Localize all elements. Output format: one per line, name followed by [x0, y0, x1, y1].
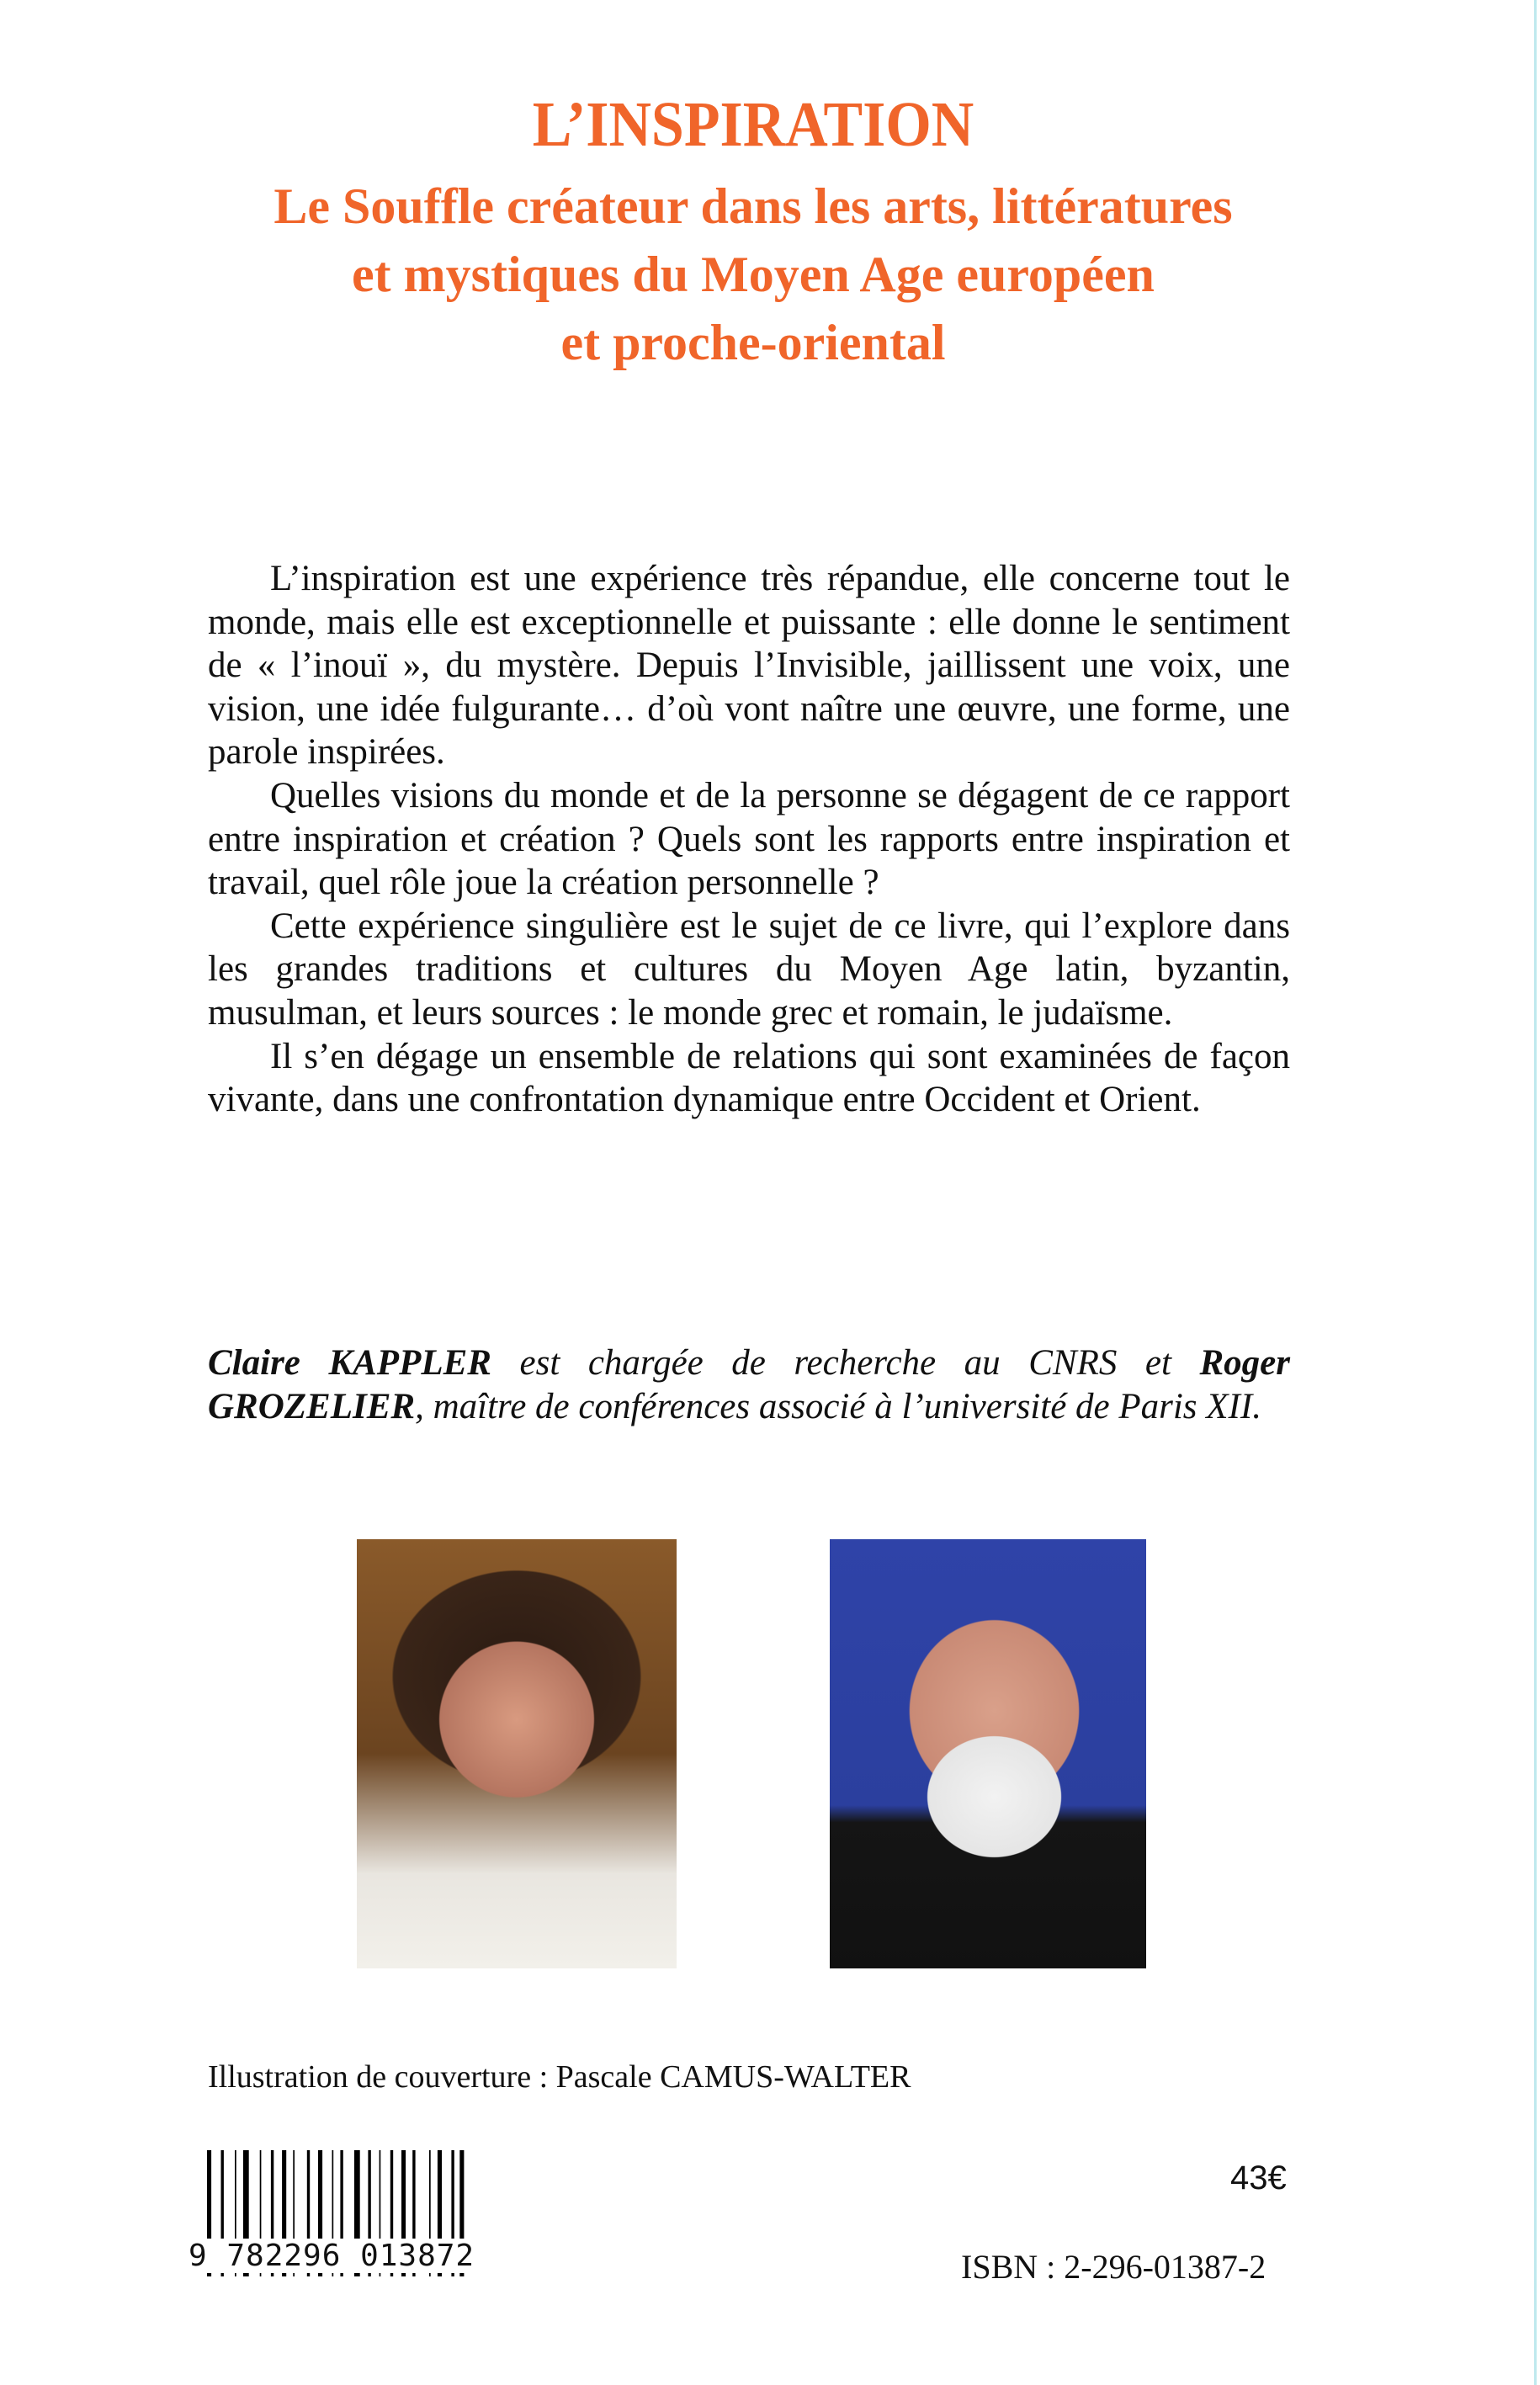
author-photo-kappler	[357, 1539, 677, 1968]
barcode-number: 9 782296 013872	[189, 2239, 475, 2273]
author-name: Roger GROZELIER	[208, 1343, 1290, 1426]
blurb-paragraph: L’inspiration est une expérience très répandue, elle concerne tout le monde, mais elle est exceptionnelle et puissante : elle donne le sentiment de « l’inouï », du mystère. Depuis l’Invisible, jaillissent une voix, une vision, une idée fulgurante… d’où vont naître une œuvre, une forme, une parole inspirées.	[208, 559, 1290, 773]
blurb	[208, 557, 1290, 1122]
subtitle-line: Le Souffle créateur dans les arts, littératures	[273, 178, 1233, 234]
author-bio-text: , maître de conférences associé à l’université de Paris XII.	[415, 1387, 1261, 1426]
price: 43€	[1230, 2159, 1287, 2196]
author-photo-grozelier	[830, 1539, 1146, 1968]
author-name: Claire KAPPLER	[208, 1343, 491, 1383]
subtitle-line: et mystiques du Moyen Age européen	[352, 247, 1155, 302]
subtitle-line: et proche-oriental	[560, 315, 946, 370]
cover-illustration-credit: Illustration de couverture : Pascale CAMUS-WALTER	[208, 2059, 911, 2095]
book-subtitle	[0, 173, 1506, 377]
blurb-paragraph: Il s’en dégage un ensemble de relations qui sont examinées de façon vivante, dans une confrontation dynamique entre Occident et Orient.	[208, 1036, 1290, 1120]
author-bio	[208, 1341, 1290, 1429]
page-edge	[1534, 0, 1537, 2385]
author-bio-text: est chargée de recherche au CNRS et	[491, 1343, 1200, 1383]
blurb-paragraph: Cette expérience singulière est le sujet de ce livre, qui l’explore dans les grandes traditions et cultures du Moyen Age latin, byzantin, musulman, et leurs sources : le monde grec et romain, le judaïsme.	[208, 906, 1290, 1033]
book-title: L’INSPIRATION	[532, 89, 974, 160]
isbn: ISBN : 2-296-01387-2	[961, 2248, 1267, 2286]
blurb-paragraph: Quelles visions du monde et de la personne se dégagent de ce rapport entre inspiration et création ? Quels sont les rapports entre inspiration et travail, quel rôle joue la création personnelle ?	[208, 775, 1290, 903]
